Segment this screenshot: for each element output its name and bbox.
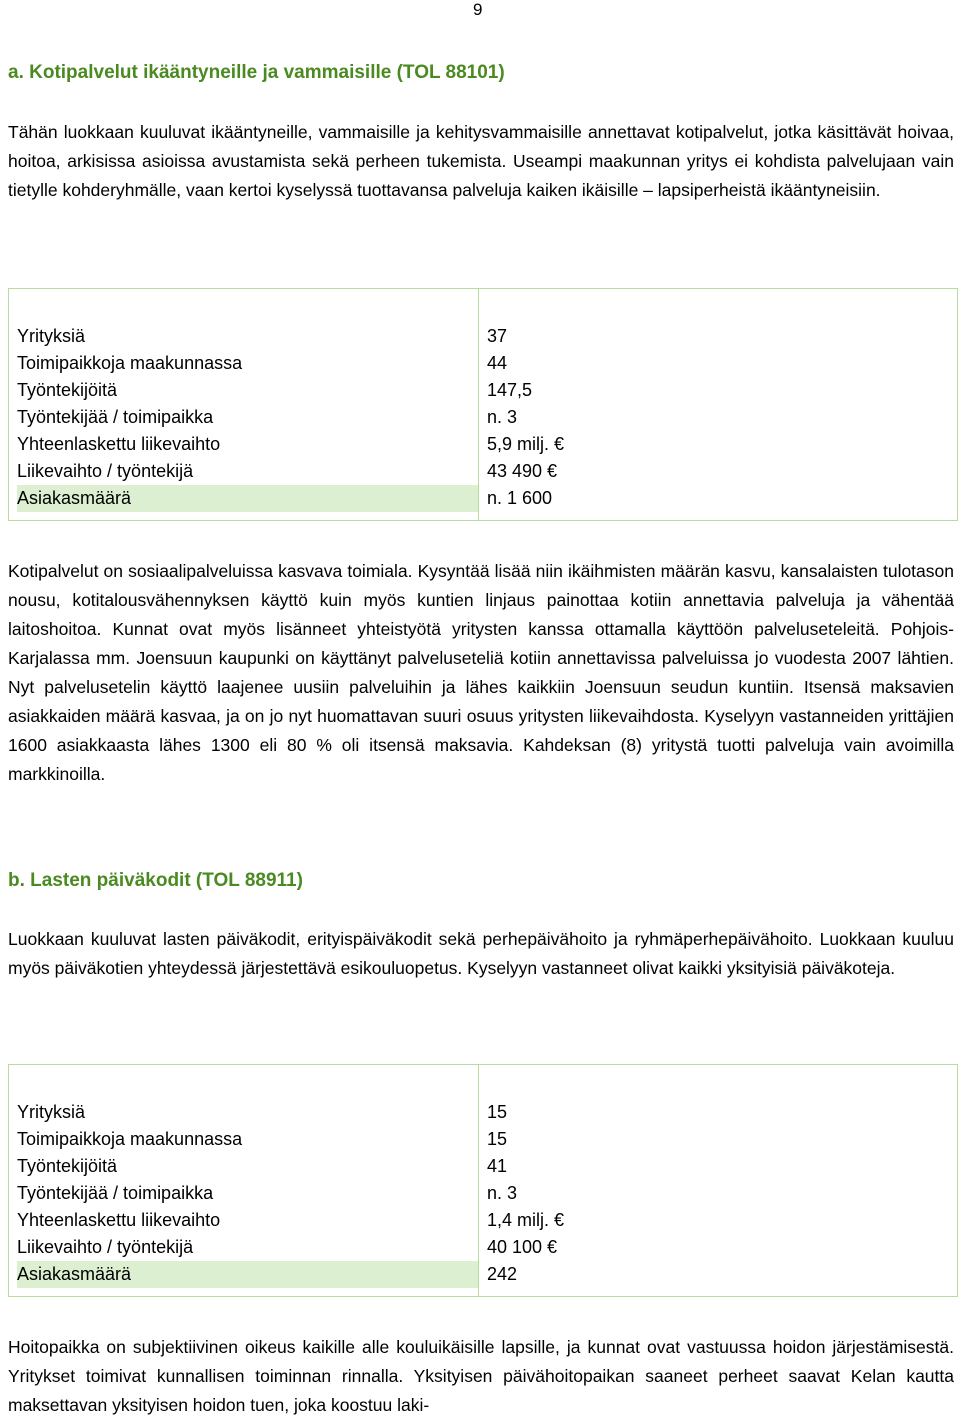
stat-label: Yrityksiä [17, 326, 86, 346]
stat-value: 5,9 milj. € [487, 434, 565, 454]
stat-value: 15 [487, 1129, 508, 1149]
stat-value: 242 [487, 1264, 518, 1284]
stat-label: Yhteenlaskettu liikevaihto [17, 434, 221, 454]
stat-value: n. 1 600 [487, 488, 553, 508]
stat-label: Työntekijää / toimipaikka [17, 1183, 214, 1203]
stat-value: 40 100 € [487, 1237, 558, 1257]
section-a-intro: Tähän luokkaan kuuluvat ikääntyneille, vammaisille ja kehitysvammaisille annettavat kotipalvelut, jotka käsittävät hoivaa, hoitoa, arkisissa asioissa avustamista sekä perheen tukemista. Useampi maakunnan yritys ei kohdista palvelujaan vain tietylle kohderyhmälle, vaan kertoi kyselyssä tuottavansa palveluja kaiken ikäisille – lapsiperheistä ikääntyneisiin. [8, 122, 954, 200]
stats-labels-column [9, 1093, 479, 1297]
stat-label: Asiakasmäärä [17, 485, 478, 512]
stat-label: Asiakasmäärä [17, 1261, 478, 1288]
stat-value: n. 3 [487, 407, 518, 427]
stat-label: Yhteenlaskettu liikevaihto [17, 1210, 221, 1230]
table-header-cell [9, 1065, 479, 1094]
stat-label: Toimipaikkoja maakunnassa [17, 1129, 243, 1149]
section-b-title: b. Lasten päiväkodit (TOL 88911) [8, 870, 303, 891]
table-header-cell [479, 289, 958, 318]
section-b-body: Hoitopaikka on subjektiivinen oikeus kaikille alle kouluikäisille lapsille, ja kunnat ovat vastuussa hoidon järjestämisestä. Yritykset toimivat kunnallisen toiminnan rinnalla. Yksityisen päivähoitopaikan saaneet perheet saavat Kelan kautta maksettavan yksityisen hoidon tuen, joka koostuu laki- [8, 1337, 954, 1415]
stat-label: Työntekijöitä [17, 1156, 118, 1176]
stat-value: 37 [487, 326, 508, 346]
table-header-cell [9, 289, 479, 318]
stat-value: 44 [487, 353, 508, 373]
stats-values-column [479, 1093, 958, 1297]
stat-label: Liikevaihto / työntekijä [17, 461, 194, 481]
stat-label: Liikevaihto / työntekijä [17, 1237, 194, 1257]
stat-value: n. 3 [487, 1183, 518, 1203]
stat-label: Toimipaikkoja maakunnassa [17, 353, 243, 373]
stat-label: Yrityksiä [17, 1102, 86, 1122]
stat-value: 1,4 milj. € [487, 1210, 565, 1230]
stat-value: 147,5 [487, 380, 533, 400]
section-a-title: a. Kotipalvelut ikääntyneille ja vammaisille (TOL 88101) [8, 62, 505, 83]
stat-label: Työntekijää / toimipaikka [17, 407, 214, 427]
stat-value: 43 490 € [487, 461, 558, 481]
stat-label: Työntekijöitä [17, 380, 118, 400]
stat-value: 15 [487, 1102, 508, 1122]
section-b-stats-table [8, 1064, 958, 1297]
stats-labels-column [9, 317, 479, 521]
stat-value: 41 [487, 1156, 508, 1176]
section-a-body: Kotipalvelut on sosiaalipalveluissa kasvava toimiala. Kysyntää lisää niin ikäihmisten määrän kasvu, kansalaisten tulotason nousu, kotitalousvähennyksen käyttö kuin myös kuntien linjaus painottaa kotiin annettavia palveluja ja vähentää laitoshoitoa. Kunnat ovat myös lisänneet yhteistyötä yritysten kanssa ottamalla käyttöön palveluseteleitä. Pohjois-Karjalassa mm. Joensuun kaupunki on käyttänyt palveluseteliä kotiin annettavissa palveluissa jo vuodesta 2007 lähtien. Nyt palvelusetelin käyttö laajenee uusiin palveluihin ja lähes kaikkiin Joensuun seudun kuntiin. Itsensä maksavien asiakkaiden määrä kasvaa, ja on jo nyt huomattavan suuri osuus yritysten liikevaihdosta. Kyselyyn vastanneiden yrittäjien 1600 asiakkaasta lähes 1300 eli 80 % oli itsensä maksavia. Kahdeksan (8) yritystä tuotti palveluja vain avoimilla markkinoilla. [8, 561, 954, 784]
section-b-intro: Luokkaan kuuluvat lasten päiväkodit, erityispäiväkodit sekä perhepäivähoito ja ryhmäperhepäivähoito. Luokkaan kuuluu myös päiväkotien yhteydessä järjestettävä esikouluopetus. Kyselyyn vastanneet olivat kaikki yksityisiä päiväkoteja. [8, 929, 954, 978]
page-number: 9 [473, 0, 483, 19]
stats-values-column [479, 317, 958, 521]
table-header-cell [479, 1065, 958, 1094]
section-a-stats-table [8, 288, 958, 521]
